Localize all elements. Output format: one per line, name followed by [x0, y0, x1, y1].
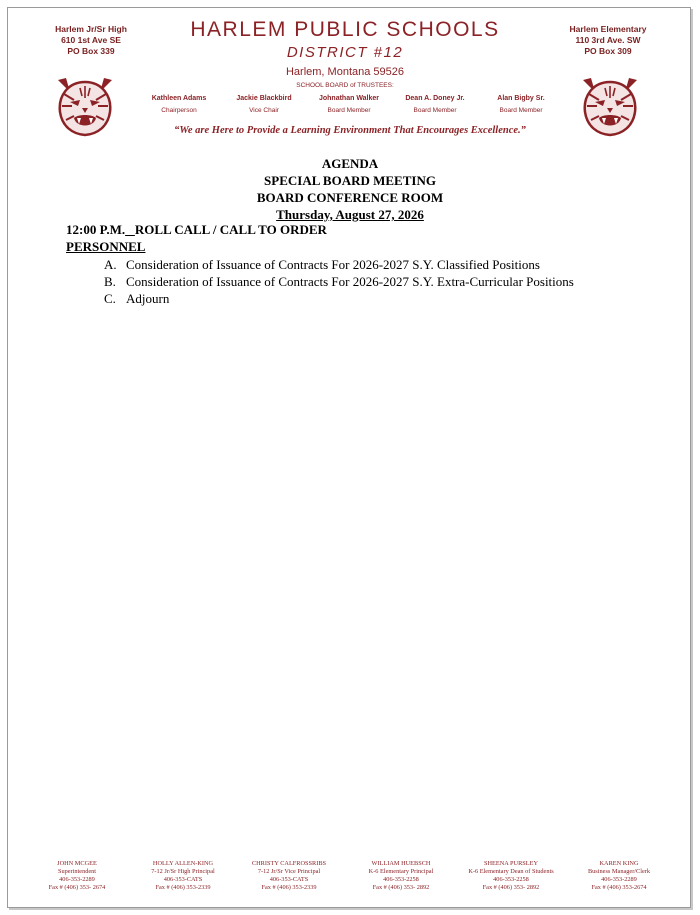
staff-title: Superintendent	[57, 868, 97, 875]
item-letter: B.	[104, 274, 116, 289]
address-line: 610 1st Ave SE	[61, 35, 121, 45]
elementary-address	[553, 24, 663, 57]
item-letter: A.	[104, 257, 117, 272]
trustee	[304, 94, 394, 117]
address-line: 110 3rd Ave. SW	[575, 35, 641, 45]
staff-fax: Fax # (406) 353- 2674	[48, 884, 106, 891]
staff-phone: 406-353-CATS	[269, 876, 309, 883]
trustee-name: Dean A. Doney Jr.	[405, 95, 465, 102]
staff-name: WILLIAM HUEBSCH	[371, 860, 431, 867]
agenda-item	[104, 273, 574, 290]
trustee	[134, 94, 224, 117]
agenda-items	[104, 256, 574, 307]
trustee-role: Board Member	[327, 107, 371, 114]
agenda-item	[104, 290, 574, 307]
school-name: HARLEM PUBLIC SCHOOLS	[190, 18, 500, 41]
trustee-role: Chairperson	[161, 107, 197, 114]
trustee	[390, 94, 480, 117]
trustee-role: Board Member	[413, 107, 457, 114]
staff-contact	[124, 860, 242, 892]
staff-name: KAREN KING	[599, 860, 639, 867]
roll-call-line	[66, 222, 327, 238]
staff-fax: Fax # (406) 353-2339	[155, 884, 211, 891]
meeting-location: BOARD CONFERENCE ROOM	[256, 190, 444, 205]
personnel-heading: PERSONNEL	[66, 239, 146, 254]
page-border	[7, 7, 691, 908]
jr-sr-high-address	[36, 24, 146, 57]
trustee-role: Board Member	[499, 107, 543, 114]
staff-title: Business Manager/Clerk	[587, 868, 651, 875]
board-heading: SCHOOL BOARD of TRUSTEES:	[296, 82, 394, 89]
school-motto: “We are Here to Provide a Learning Environment That Encourages Excellence.”	[174, 125, 526, 136]
staff-title: 7-12 Jr/Sr Vice Principal	[257, 868, 321, 875]
staff-fax: Fax # (406) 353- 2892	[372, 884, 430, 891]
item-text: Consideration of Issuance of Contracts For 2026-2027 S.Y. Extra-Curricular Positions	[126, 274, 574, 289]
staff-contact	[18, 860, 136, 892]
trustee-role: Vice Chair	[249, 107, 279, 114]
staff-title: 7-12 Jr/Sr High Principal	[151, 868, 215, 875]
address-name: Harlem Elementary	[569, 24, 647, 34]
staff-fax: Fax # (406) 353- 2892	[482, 884, 540, 891]
district-name: DISTRICT #12	[286, 44, 404, 61]
staff-name: JOHN MCGEE	[57, 860, 97, 867]
staff-fax: Fax # (406) 353-2674	[591, 884, 647, 891]
staff-title: K-6 Elementary Principal	[368, 868, 434, 875]
staff-name: SHEENA PURSLEY	[483, 860, 539, 867]
staff-phone: 406-353-2289	[601, 876, 637, 883]
staff-title: K-6 Elementary Dean of Students	[468, 868, 554, 875]
staff-footer	[18, 860, 678, 900]
staff-contact	[342, 860, 460, 892]
staff-phone: 406-353-2258	[493, 876, 529, 883]
staff-name: CHRISTY CALFROSSRIBS	[251, 860, 327, 867]
address-name: Harlem Jr/Sr High	[55, 24, 127, 34]
staff-fax: Fax # (406) 353-2339	[261, 884, 317, 891]
trustee-name: Kathleen Adams	[151, 95, 207, 102]
roll-call-time: 12:00 P.M.	[66, 222, 126, 237]
agenda-heading	[140, 155, 560, 223]
item-text: Consideration of Issuance of Contracts For 2026-2027 S.Y. Classified Positions	[126, 257, 540, 272]
staff-phone: 406-353-2258	[383, 876, 419, 883]
trustee	[219, 94, 309, 117]
staff-name: HOLLY ALLEN-KING	[152, 860, 214, 867]
staff-contact	[560, 860, 678, 892]
staff-contact	[230, 860, 348, 892]
staff-phone: 406-353-2289	[59, 876, 95, 883]
trustee-name: Jackie Blackbird	[236, 95, 292, 102]
roll-call-label: ROLL CALL / CALL TO ORDER	[134, 222, 327, 237]
agenda-item	[104, 256, 574, 273]
address-line: PO Box 309	[584, 46, 632, 56]
agenda-title: AGENDA	[321, 156, 379, 171]
meeting-type: SPECIAL BOARD MEETING	[264, 173, 436, 188]
trustee-list	[134, 94, 564, 118]
trustee	[476, 94, 566, 117]
trustee-name: Alan Bigby Sr.	[497, 95, 545, 102]
staff-phone: 406-353-CATS	[163, 876, 203, 883]
item-letter: C.	[104, 291, 116, 306]
city-state-zip: Harlem, Montana 59526	[285, 66, 404, 78]
trustee-name: Johnathan Walker	[318, 95, 380, 102]
staff-contact	[452, 860, 570, 892]
item-text: Adjourn	[126, 291, 170, 306]
address-line: PO Box 339	[67, 46, 115, 56]
meeting-date: Thursday, August 27, 2026	[276, 207, 424, 222]
